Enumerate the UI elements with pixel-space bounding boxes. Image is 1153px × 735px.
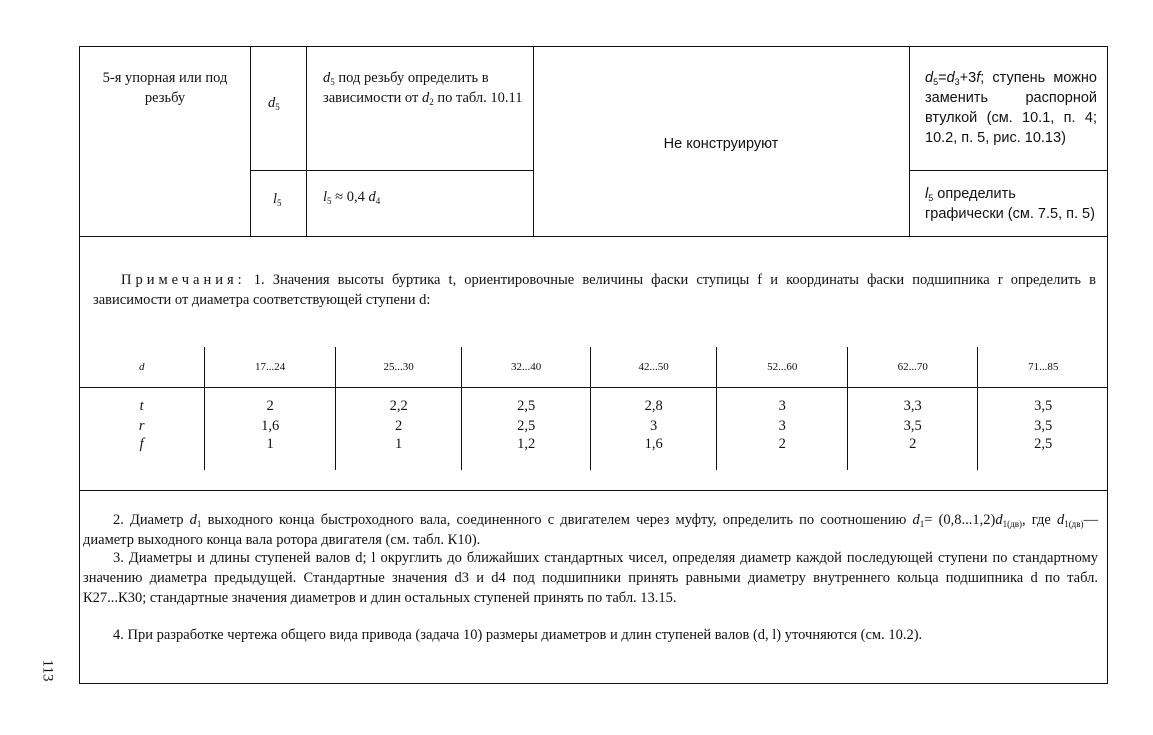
column-header: d: [79, 347, 205, 388]
step-label: 5-я упорная или под резьбу: [102, 70, 228, 106]
row-label: f: [79, 436, 205, 470]
section-divider: [79, 236, 1108, 237]
param-d5: $d_5$: [268, 95, 280, 112]
table-row: [79, 436, 1108, 470]
note-4: 4. При разработке чертежа общего вида привода (задача 10) размеры диаметров и длин ступеней валов (d, l) уточняются (см. 10.2).: [113, 627, 923, 643]
middle-cell-text: Не конструируют: [663, 136, 779, 152]
column-header: 62...70: [847, 347, 978, 388]
param-l5-desc: $l_5 \approx 0,4$ $d_4$: [323, 189, 381, 206]
right-cell-1: $d_5=d_3+3f$; ступень можно заменить распорной втулкой (см. 10.1, п. 4; 10.2, п. 5, рис. 10.13): [925, 70, 1097, 146]
table-cell: 1,6: [590, 436, 717, 470]
table-cell: 2,8: [590, 396, 717, 416]
row-label: t: [79, 396, 205, 416]
table-cell: 2: [717, 436, 848, 470]
note-3: 3. Диаметры и длины ступеней валов d; l округлить до ближайших стандартных чисел, определяя диаметр каждой последующей ступени по стандартному значению диаметра предыдущей. Стандартные значения d3 и d4 под подшипники принять равными диаметру внутреннего кольца подшипника d по табл. К27...К30; стандартные значения диаметров и длин остальных ступеней принять по табл. 13.15.: [83, 550, 1098, 606]
table-cell: 2,5: [462, 416, 591, 436]
table-cell: 1: [335, 436, 462, 470]
param-l5: $l_5$: [273, 191, 282, 208]
row-divider: [909, 170, 1108, 171]
note-2: 2. Диаметр $d_1$ выходного конца быстроходного вала, соединенного с двигателем через муфту, определить по соотношению $d_1= (0,8...1,2)d_{1(дв)}$, где $d_{1(дв)}—диаметр$ выходного конца вала ротора двигателя (см. табл. К10).: [83, 512, 1099, 548]
table-cell: 3: [717, 396, 848, 416]
table-cell: 1,6: [205, 416, 336, 436]
column-header: 42...50: [590, 347, 717, 388]
table-row: [79, 416, 1108, 436]
table-cell: 3,5: [847, 416, 978, 436]
table-row: [79, 396, 1108, 416]
table-cell: 1,2: [462, 436, 591, 470]
col-divider: [250, 46, 251, 236]
right-cell-2: $l_5$ определить графически (см. 7.5, п. 5): [925, 186, 1095, 222]
page-number: 113: [39, 659, 56, 682]
column-header: 25...30: [335, 347, 462, 388]
table-cell: 2: [335, 416, 462, 436]
column-header: 32...40: [462, 347, 591, 388]
table-cell: 3,5: [1034, 417, 1053, 434]
table-cell: 2,2: [335, 396, 462, 416]
table-cell: 3,3: [847, 396, 978, 416]
row-divider: [250, 170, 533, 171]
table-cell: 2: [205, 396, 336, 416]
table-cell: 2,5: [462, 396, 591, 416]
values-table: [79, 347, 1108, 470]
column-header: 52...60: [717, 347, 848, 388]
note-1: Примечания: 1. Значения высоты буртика t, ориентировочные величины фаски ступицы f и координаты фаски подшипника r определить в зависимости от диаметра соответствующей ступени d:: [93, 272, 1096, 308]
table-cell: 2,5: [1034, 436, 1053, 452]
section-divider: [79, 490, 1108, 491]
row-label: r: [79, 416, 205, 436]
table-cell: 3,5: [1034, 397, 1053, 414]
column-header: 17...24: [205, 347, 336, 388]
param-d5-desc: $d_5$ под резьбу определить в зависимости от $d_2$ по табл. 10.11: [323, 70, 523, 107]
col-divider: [909, 46, 910, 236]
col-divider: [306, 46, 307, 236]
table-cell: 3: [717, 416, 848, 436]
table-cell: 3: [590, 416, 717, 436]
column-header: 71...85: [978, 347, 1108, 388]
table-cell: 1: [205, 436, 336, 470]
table-cell: 2: [847, 436, 978, 470]
